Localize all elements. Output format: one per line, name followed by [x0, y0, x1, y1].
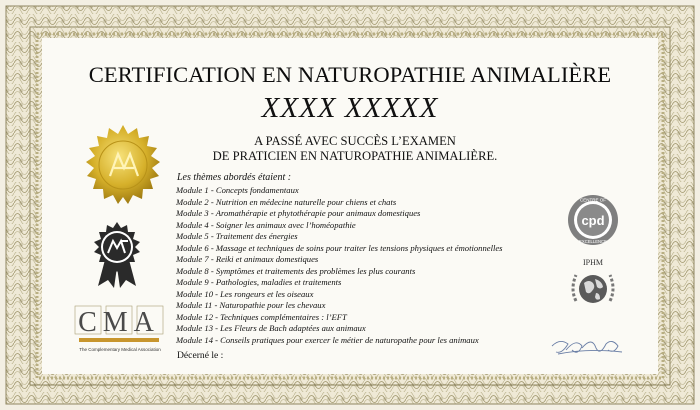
certificate-title: CERTIFICATION EN NATUROPATHIE ANIMALIÈRE — [88, 62, 612, 87]
cpd-top-text: CENTRE OF — [579, 197, 607, 203]
module-item: Module 8 - Symptômes et traitements des problèmes les plus courants — [176, 265, 416, 276]
cma-letters: CMA — [78, 307, 160, 338]
passed-line-1: A PASSÉ AVEC SUCCÈS L’EXAMEN — [254, 134, 456, 148]
passed-line-2: DE PRATICIEN EN NATUROPATHIE ANIMALIÈRE. — [212, 149, 498, 163]
gold-seal-icon — [80, 124, 166, 210]
module-item: Module 10 - Les rongeurs et les oiseaux — [176, 288, 314, 299]
module-item: Module 6 - Massage et techniques de soins pour traiter les tensions physiques et émotionnelles — [176, 242, 503, 253]
cpd-bottom-text: EXCELLENCE — [579, 239, 607, 244]
themes-heading: Les thèmes abordés étaient : — [177, 172, 292, 183]
awarded-label: Décerné le : — [177, 350, 224, 361]
module-item: Module 14 - Conseils pratiques pour exercer le métier de naturopathe pour les animaux — [176, 334, 479, 345]
iphm-logo — [562, 257, 624, 313]
module-item: Module 11 - Naturopathie pour les chevaux — [176, 300, 326, 310]
module-item: Module 13 - Les Fleurs de Bach adaptées aux animaux — [176, 323, 366, 333]
modules-list — [176, 185, 576, 346]
award-badge-icon — [88, 220, 146, 290]
passed-statement — [180, 134, 530, 164]
module-item: Module 3 - Aromathérapie et phytothérapie pour animaux domestiques — [176, 208, 421, 218]
module-item: Module 5 - Traitement des énergies — [176, 231, 298, 241]
module-item: Module 12 - Techniques complémentaires : l’EFT — [176, 311, 347, 322]
module-item: Module 1 - Concepts fondamentaux — [176, 185, 299, 195]
cpd-logo — [566, 193, 620, 247]
module-item: Module 7 - Reiki et animaux domestiques — [176, 254, 319, 264]
module-item: Module 9 - Pathologies, maladies et traitements — [176, 277, 342, 287]
module-item: Module 4 - Soigner les animaux avec l’homéopathie — [176, 219, 356, 230]
cpd-center-text: cpd — [581, 213, 605, 228]
recipient-name: XXXX XXXXX — [261, 92, 439, 124]
cma-logo — [74, 298, 164, 348]
module-item: Module 2 - Nutrition en médecine naturelle pour chiens et chats — [176, 196, 397, 207]
signature-scribble — [548, 336, 628, 360]
iphm-label: IPHM — [582, 258, 604, 267]
cma-caption: The Complementary Medical Association — [79, 347, 161, 352]
